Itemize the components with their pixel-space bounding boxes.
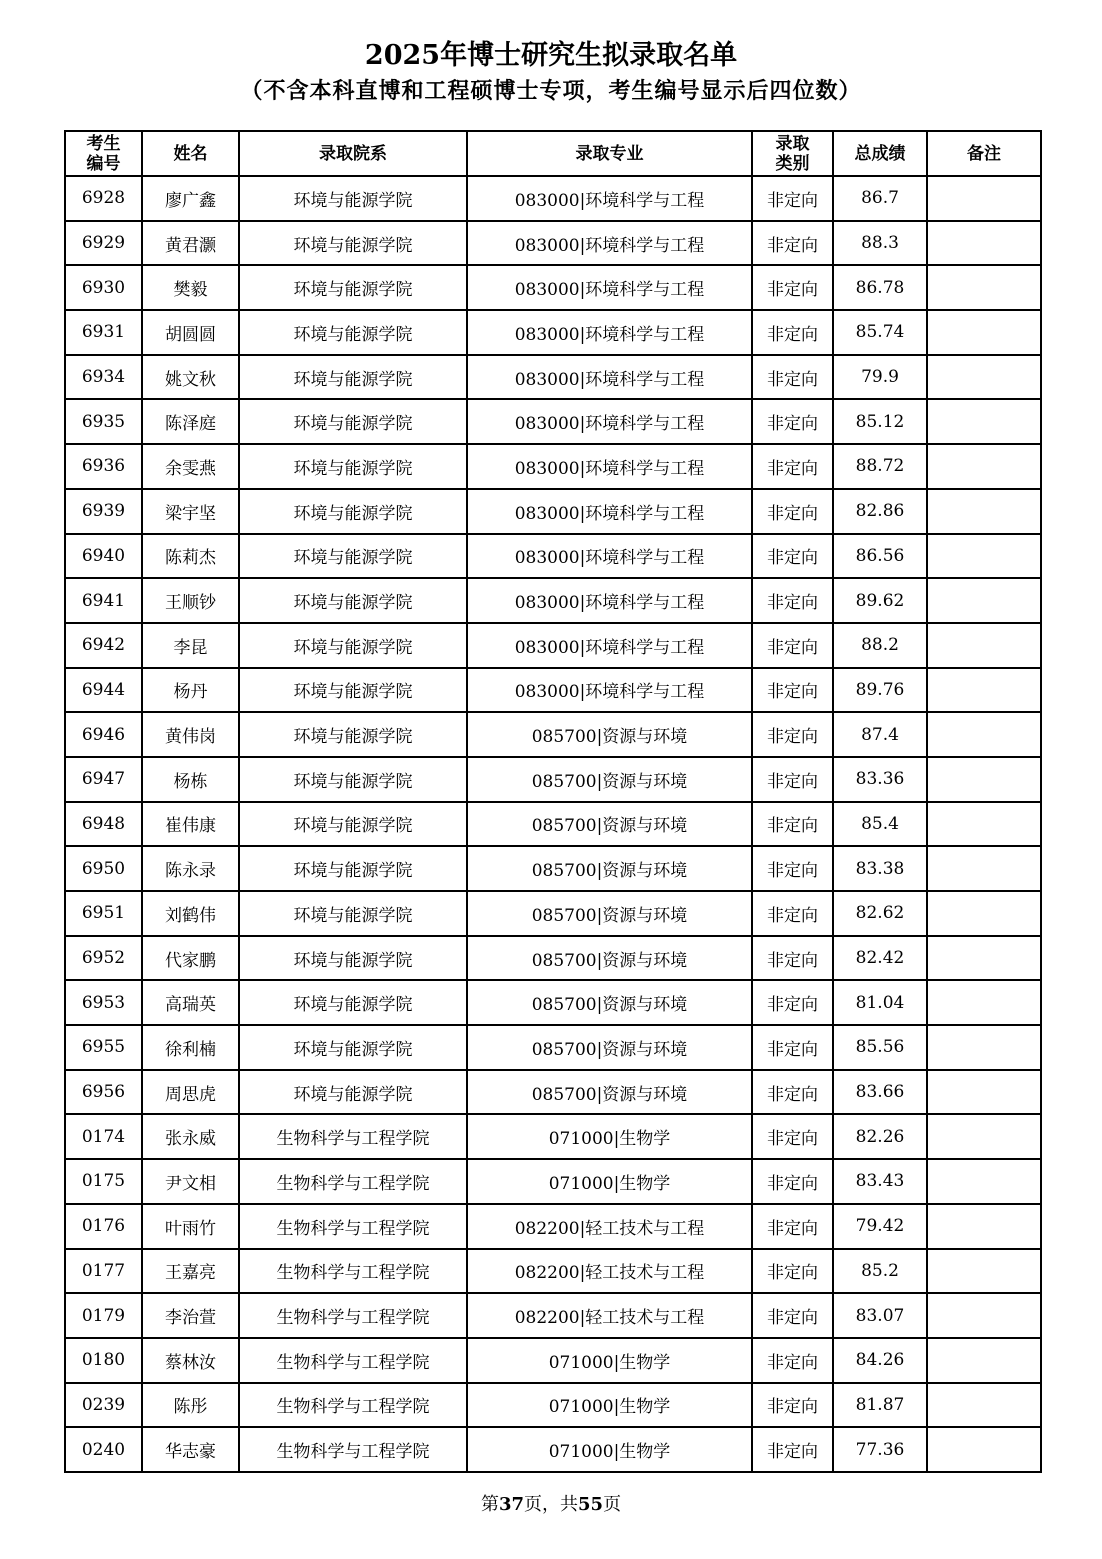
table-row: [65, 489, 1041, 534]
cell-total-score: 83.36: [833, 757, 927, 802]
cell-admission-type: 非定向: [752, 891, 833, 936]
page-subtitle: （不含本科直博和工程硕博士专项，考生编号显示后四位数）: [240, 79, 862, 104]
cell-major: 085700|资源与环境: [467, 891, 752, 936]
cell-major: 085700|资源与环境: [467, 1025, 752, 1070]
cell-department: 环境与能源学院: [239, 221, 467, 266]
cell-major: 083000|环境科学与工程: [467, 355, 752, 400]
cell-admission-type: 非定向: [752, 757, 833, 802]
cell-name: 杨栋: [142, 757, 239, 802]
total-page-number: 55: [578, 1494, 604, 1515]
cell-department: 环境与能源学院: [239, 936, 467, 981]
cell-total-score: 88.3: [833, 221, 927, 266]
cell-major: 085700|资源与环境: [467, 802, 752, 847]
cell-name: 刘鹤伟: [142, 891, 239, 936]
cell-remarks: [927, 891, 1041, 936]
cell-admission-type: 非定向: [752, 489, 833, 534]
cell-remarks: [927, 1025, 1041, 1070]
cell-remarks: [927, 623, 1041, 668]
cell-total-score: 82.86: [833, 489, 927, 534]
cell-candidate-id: 6931: [65, 310, 142, 355]
table-row: [65, 221, 1041, 266]
cell-name: 高瑞英: [142, 980, 239, 1025]
table-row: [65, 399, 1041, 444]
cell-name: 尹文相: [142, 1159, 239, 1204]
cell-remarks: [927, 802, 1041, 847]
cell-remarks: [927, 846, 1041, 891]
cell-total-score: 89.62: [833, 578, 927, 623]
table-row: [65, 757, 1041, 802]
table-row: [65, 936, 1041, 981]
cell-major: 083000|环境科学与工程: [467, 578, 752, 623]
cell-major: 083000|环境科学与工程: [467, 265, 752, 310]
table-row: [65, 310, 1041, 355]
cell-remarks: [927, 534, 1041, 579]
table-row: [65, 891, 1041, 936]
cell-candidate-id: 6934: [65, 355, 142, 400]
table-row: [65, 176, 1041, 221]
cell-name: 徐利楠: [142, 1025, 239, 1070]
table-row: [65, 1383, 1041, 1428]
table-row: [65, 623, 1041, 668]
cell-admission-type: 非定向: [752, 1293, 833, 1338]
cell-remarks: [927, 1427, 1041, 1472]
cell-remarks: [927, 1070, 1041, 1115]
admission-table: [64, 130, 1042, 1473]
cell-name: 杨丹: [142, 668, 239, 713]
cell-name: 黄伟岗: [142, 712, 239, 757]
cell-total-score: 81.04: [833, 980, 927, 1025]
cell-department: 环境与能源学院: [239, 1070, 467, 1115]
table-body: [65, 176, 1041, 1472]
cell-major: 085700|资源与环境: [467, 936, 752, 981]
cell-department: 环境与能源学院: [239, 802, 467, 847]
cell-name: 胡圆圆: [142, 310, 239, 355]
cell-department: 环境与能源学院: [239, 1025, 467, 1070]
cell-candidate-id: 6942: [65, 623, 142, 668]
cell-candidate-id: 6953: [65, 980, 142, 1025]
table-row: [65, 1338, 1041, 1383]
cell-remarks: [927, 1293, 1041, 1338]
table-row: [65, 1293, 1041, 1338]
cell-admission-type: 非定向: [752, 936, 833, 981]
cell-admission-type: 非定向: [752, 176, 833, 221]
cell-total-score: 87.4: [833, 712, 927, 757]
cell-admission-type: 非定向: [752, 265, 833, 310]
cell-admission-type: 非定向: [752, 534, 833, 579]
cell-name: 樊毅: [142, 265, 239, 310]
cell-department: 环境与能源学院: [239, 489, 467, 534]
cell-admission-type: 非定向: [752, 1159, 833, 1204]
cell-admission-type: 非定向: [752, 221, 833, 266]
header-name: 姓名: [142, 131, 239, 176]
cell-major: 082200|轻工技术与工程: [467, 1249, 752, 1294]
cell-total-score: 89.76: [833, 668, 927, 713]
cell-remarks: [927, 1338, 1041, 1383]
cell-admission-type: 非定向: [752, 1383, 833, 1428]
cell-department: 环境与能源学院: [239, 757, 467, 802]
cell-major: 083000|环境科学与工程: [467, 534, 752, 579]
cell-candidate-id: 6944: [65, 668, 142, 713]
cell-department: 环境与能源学院: [239, 444, 467, 489]
cell-remarks: [927, 310, 1041, 355]
cell-name: 华志豪: [142, 1427, 239, 1472]
table-row: [65, 534, 1041, 579]
cell-candidate-id: 0180: [65, 1338, 142, 1383]
table-row: [65, 712, 1041, 757]
cell-department: 环境与能源学院: [239, 176, 467, 221]
cell-department: 生物科学与工程学院: [239, 1293, 467, 1338]
cell-total-score: 85.4: [833, 802, 927, 847]
cell-remarks: [927, 1249, 1041, 1294]
header-remarks: 备注: [927, 131, 1041, 176]
cell-total-score: 85.74: [833, 310, 927, 355]
cell-department: 环境与能源学院: [239, 578, 467, 623]
cell-name: 梁宇坚: [142, 489, 239, 534]
cell-admission-type: 非定向: [752, 1249, 833, 1294]
cell-name: 陈永录: [142, 846, 239, 891]
cell-major: 083000|环境科学与工程: [467, 399, 752, 444]
cell-major: 085700|资源与环境: [467, 757, 752, 802]
cell-admission-type: 非定向: [752, 355, 833, 400]
cell-major: 082200|轻工技术与工程: [467, 1293, 752, 1338]
cell-major: 083000|环境科学与工程: [467, 444, 752, 489]
cell-department: 生物科学与工程学院: [239, 1249, 467, 1294]
header-candidate-id: 考生 编号: [65, 131, 142, 176]
cell-total-score: 85.2: [833, 1249, 927, 1294]
cell-department: 环境与能源学院: [239, 623, 467, 668]
table-row: [65, 1070, 1041, 1115]
cell-admission-type: 非定向: [752, 623, 833, 668]
table-row: [65, 1025, 1041, 1070]
cell-name: 廖广鑫: [142, 176, 239, 221]
cell-remarks: [927, 1159, 1041, 1204]
cell-major: 071000|生物学: [467, 1338, 752, 1383]
cell-total-score: 83.07: [833, 1293, 927, 1338]
cell-candidate-id: 6939: [65, 489, 142, 534]
cell-candidate-id: 0239: [65, 1383, 142, 1428]
cell-name: 崔伟康: [142, 802, 239, 847]
cell-candidate-id: 0240: [65, 1427, 142, 1472]
cell-candidate-id: 6941: [65, 578, 142, 623]
cell-total-score: 82.42: [833, 936, 927, 981]
cell-remarks: [927, 578, 1041, 623]
cell-remarks: [927, 980, 1041, 1025]
cell-admission-type: 非定向: [752, 712, 833, 757]
header-admission-type: 录取 类别: [752, 131, 833, 176]
cell-department: 环境与能源学院: [239, 891, 467, 936]
cell-department: 环境与能源学院: [239, 310, 467, 355]
cell-remarks: [927, 176, 1041, 221]
cell-candidate-id: 6951: [65, 891, 142, 936]
cell-major: 085700|资源与环境: [467, 712, 752, 757]
table-row: [65, 1204, 1041, 1249]
cell-major: 083000|环境科学与工程: [467, 489, 752, 534]
cell-name: 陈彤: [142, 1383, 239, 1428]
cell-admission-type: 非定向: [752, 1204, 833, 1249]
cell-major: 071000|生物学: [467, 1114, 752, 1159]
cell-total-score: 83.43: [833, 1159, 927, 1204]
cell-total-score: 84.26: [833, 1338, 927, 1383]
page-footer: 第37页，共55页: [480, 1494, 622, 1515]
cell-admission-type: 非定向: [752, 578, 833, 623]
table-row: [65, 1114, 1041, 1159]
table-row: [65, 668, 1041, 713]
table-header-row: [65, 131, 1041, 176]
cell-name: 代家鹏: [142, 936, 239, 981]
cell-department: 生物科学与工程学院: [239, 1383, 467, 1428]
cell-name: 叶雨竹: [142, 1204, 239, 1249]
cell-major: 082200|轻工技术与工程: [467, 1204, 752, 1249]
header-department: 录取院系: [239, 131, 467, 176]
cell-remarks: [927, 265, 1041, 310]
cell-total-score: 82.26: [833, 1114, 927, 1159]
cell-total-score: 86.56: [833, 534, 927, 579]
cell-candidate-id: 6935: [65, 399, 142, 444]
cell-major: 083000|环境科学与工程: [467, 176, 752, 221]
table-row: [65, 1249, 1041, 1294]
cell-admission-type: 非定向: [752, 802, 833, 847]
cell-name: 王顺钞: [142, 578, 239, 623]
cell-candidate-id: 6946: [65, 712, 142, 757]
cell-candidate-id: 6930: [65, 265, 142, 310]
cell-remarks: [927, 489, 1041, 534]
cell-department: 生物科学与工程学院: [239, 1114, 467, 1159]
cell-admission-type: 非定向: [752, 1025, 833, 1070]
cell-total-score: 83.66: [833, 1070, 927, 1115]
cell-candidate-id: 6952: [65, 936, 142, 981]
cell-total-score: 88.72: [833, 444, 927, 489]
cell-total-score: 82.62: [833, 891, 927, 936]
cell-department: 环境与能源学院: [239, 265, 467, 310]
cell-name: 姚文秋: [142, 355, 239, 400]
cell-total-score: 81.87: [833, 1383, 927, 1428]
table-row: [65, 1159, 1041, 1204]
cell-candidate-id: 0177: [65, 1249, 142, 1294]
cell-total-score: 77.36: [833, 1427, 927, 1472]
cell-remarks: [927, 1383, 1041, 1428]
cell-department: 环境与能源学院: [239, 846, 467, 891]
cell-admission-type: 非定向: [752, 846, 833, 891]
cell-candidate-id: 6929: [65, 221, 142, 266]
cell-department: 生物科学与工程学院: [239, 1204, 467, 1249]
cell-major: 083000|环境科学与工程: [467, 668, 752, 713]
cell-candidate-id: 6940: [65, 534, 142, 579]
table-row: [65, 1427, 1041, 1472]
cell-admission-type: 非定向: [752, 399, 833, 444]
cell-name: 李昆: [142, 623, 239, 668]
cell-major: 071000|生物学: [467, 1383, 752, 1428]
cell-admission-type: 非定向: [752, 668, 833, 713]
cell-department: 环境与能源学院: [239, 668, 467, 713]
table-row: [65, 578, 1041, 623]
cell-candidate-id: 6956: [65, 1070, 142, 1115]
header-major: 录取专业: [467, 131, 752, 176]
cell-admission-type: 非定向: [752, 444, 833, 489]
table-row: [65, 846, 1041, 891]
cell-total-score: 79.42: [833, 1204, 927, 1249]
table-row: [65, 980, 1041, 1025]
cell-major: 085700|资源与环境: [467, 1070, 752, 1115]
cell-major: 083000|环境科学与工程: [467, 221, 752, 266]
cell-total-score: 79.9: [833, 355, 927, 400]
current-page-number: 37: [498, 1494, 524, 1515]
cell-total-score: 85.12: [833, 399, 927, 444]
cell-total-score: 88.2: [833, 623, 927, 668]
cell-department: 生物科学与工程学院: [239, 1338, 467, 1383]
table-row: [65, 802, 1041, 847]
table-row: [65, 355, 1041, 400]
cell-name: 李治萱: [142, 1293, 239, 1338]
cell-candidate-id: 6928: [65, 176, 142, 221]
cell-remarks: [927, 221, 1041, 266]
cell-total-score: 86.7: [833, 176, 927, 221]
cell-remarks: [927, 936, 1041, 981]
cell-candidate-id: 0179: [65, 1293, 142, 1338]
cell-candidate-id: 6948: [65, 802, 142, 847]
cell-candidate-id: 0174: [65, 1114, 142, 1159]
cell-candidate-id: 0176: [65, 1204, 142, 1249]
cell-admission-type: 非定向: [752, 1427, 833, 1472]
cell-remarks: [927, 1204, 1041, 1249]
cell-remarks: [927, 399, 1041, 444]
cell-total-score: 86.78: [833, 265, 927, 310]
cell-major: 085700|资源与环境: [467, 846, 752, 891]
cell-admission-type: 非定向: [752, 1070, 833, 1115]
cell-department: 生物科学与工程学院: [239, 1427, 467, 1472]
cell-remarks: [927, 712, 1041, 757]
cell-candidate-id: 6955: [65, 1025, 142, 1070]
cell-name: 王嘉亮: [142, 1249, 239, 1294]
cell-department: 环境与能源学院: [239, 980, 467, 1025]
cell-name: 陈莉杰: [142, 534, 239, 579]
cell-name: 黄君灏: [142, 221, 239, 266]
cell-candidate-id: 6950: [65, 846, 142, 891]
cell-major: 083000|环境科学与工程: [467, 310, 752, 355]
cell-total-score: 85.56: [833, 1025, 927, 1070]
cell-remarks: [927, 355, 1041, 400]
cell-remarks: [927, 444, 1041, 489]
cell-department: 生物科学与工程学院: [239, 1159, 467, 1204]
page-title: 2025年博士研究生拟录取名单: [364, 40, 738, 71]
cell-department: 环境与能源学院: [239, 355, 467, 400]
cell-name: 周思虎: [142, 1070, 239, 1115]
table-row: [65, 444, 1041, 489]
cell-candidate-id: 6936: [65, 444, 142, 489]
table-row: [65, 265, 1041, 310]
cell-name: 张永威: [142, 1114, 239, 1159]
cell-remarks: [927, 1114, 1041, 1159]
cell-major: 083000|环境科学与工程: [467, 623, 752, 668]
cell-remarks: [927, 757, 1041, 802]
cell-name: 蔡林汝: [142, 1338, 239, 1383]
cell-admission-type: 非定向: [752, 310, 833, 355]
cell-total-score: 83.38: [833, 846, 927, 891]
cell-name: 余雯燕: [142, 444, 239, 489]
cell-remarks: [927, 668, 1041, 713]
cell-department: 环境与能源学院: [239, 712, 467, 757]
cell-candidate-id: 0175: [65, 1159, 142, 1204]
cell-department: 环境与能源学院: [239, 534, 467, 579]
cell-candidate-id: 6947: [65, 757, 142, 802]
cell-major: 071000|生物学: [467, 1427, 752, 1472]
cell-admission-type: 非定向: [752, 1114, 833, 1159]
cell-admission-type: 非定向: [752, 1338, 833, 1383]
header-total-score: 总成绩: [833, 131, 927, 176]
cell-name: 陈泽庭: [142, 399, 239, 444]
cell-major: 071000|生物学: [467, 1159, 752, 1204]
cell-major: 085700|资源与环境: [467, 980, 752, 1025]
cell-department: 环境与能源学院: [239, 399, 467, 444]
cell-admission-type: 非定向: [752, 980, 833, 1025]
